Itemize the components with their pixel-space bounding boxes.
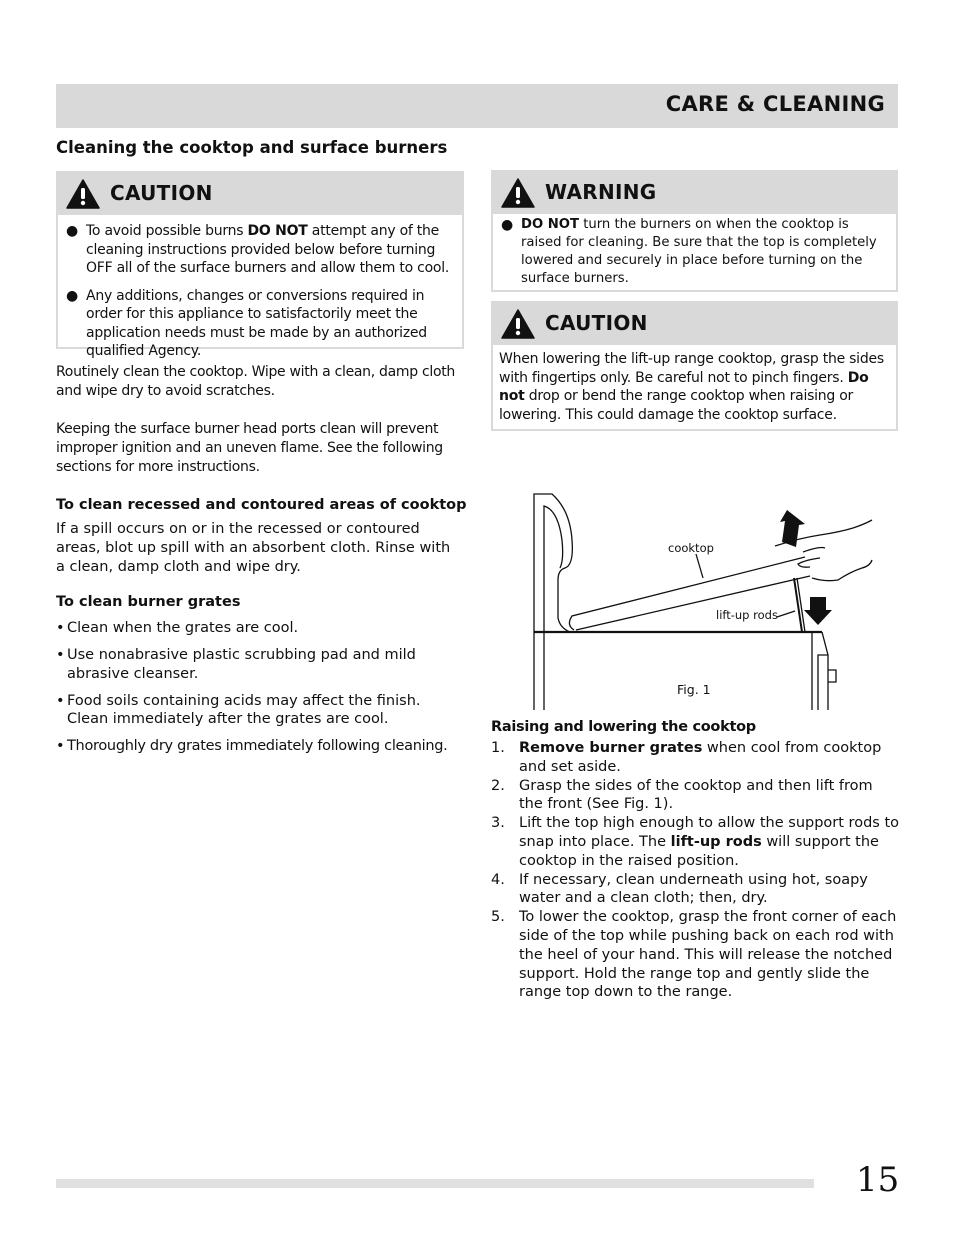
caution-header <box>58 173 462 215</box>
list-item: • Clean when the grates are cool. <box>56 620 299 636</box>
cooktop-callout: cooktop <box>668 541 714 555</box>
list-item: • Thoroughly dry grates immediately following cleaning. <box>56 738 448 754</box>
caution-bullet: ● To avoid possible burns DO NOT attempt any of the cleaning instructions provided below before turning OFF all of the surface burners and allow them to cool. <box>66 223 450 276</box>
list-item: • Use nonabrasive plastic scrubbing pad and mild abrasive cleanser. <box>56 647 416 682</box>
ports-paragraph: Keeping the surface burner head ports clean will prevent improper ignition and an uneven flame. See the following sections for more instructions. <box>56 421 443 475</box>
step-item: 3. Lift the top high enough to allow the support rods to snap into place. The lift-up rods will support the cooktop in the raised position. <box>491 815 899 869</box>
step-item: 2. Grasp the sides of the cooktop and then lift from the front (See Fig. 1). <box>491 777 873 813</box>
recessed-paragraph: If a spill occurs on or in the recessed or contoured areas, blot up spill with an absorbent cloth. Rinse with a clean, damp cloth and wipe dry. <box>56 521 451 575</box>
caution-label: CAUTION <box>110 181 213 205</box>
raising-steps-list <box>491 739 901 1002</box>
bullet-dot-icon: ● <box>501 217 514 233</box>
footer-bar <box>56 1179 814 1188</box>
step-item: 1. Remove burner grates when cool from cooktop and set aside. <box>491 740 882 775</box>
cooktop-diagram-illustration <box>520 480 890 710</box>
lift-up-rods-callout: lift-up rods <box>716 608 778 622</box>
caution-label: CAUTION <box>545 311 648 335</box>
bullet-dot-icon: • <box>56 620 65 636</box>
step-item: 5. To lower the cooktop, grasp the front corner of each side of the top while pushing back on each rod with the heel of your hand. This will release the notched support. Hold the range top and gently slide the range top down to the range. <box>491 909 897 1001</box>
caution-text: When lowering the lift-up range cooktop, grasp the sides with fingertips only. Be careful not to pinch fingers. Do not drop or bend the range cooktop when raising or lowering. This could damage the cooktop surface. <box>499 351 884 423</box>
list-item: • Food soils containing acids may affect the finish. Clean immediately after the grates are cool. <box>56 692 421 727</box>
step-item: 4. If necessary, clean underneath using hot, soapy water and a clean cloth; then, dry. <box>491 871 868 907</box>
figure-cooktop-lift <box>520 480 890 710</box>
bullet-dot-icon: ● <box>66 223 78 239</box>
caution-header <box>493 303 896 345</box>
caution-box-left <box>56 171 464 359</box>
warning-triangle-icon <box>501 309 535 339</box>
bullet-dot-icon: • <box>56 738 65 754</box>
header-bar <box>56 84 898 128</box>
page-section-title: CARE & CLEANING <box>665 92 885 116</box>
raising-heading: Raising and lowering the cooktop <box>491 719 756 735</box>
warning-label: WARNING <box>545 180 657 204</box>
warning-triangle-icon <box>66 179 100 209</box>
bullet-dot-icon: • <box>56 647 65 663</box>
bullet-dot-icon: • <box>56 692 65 709</box>
caution-box-right <box>491 301 898 431</box>
warning-box <box>491 170 898 292</box>
grates-list <box>56 619 461 764</box>
figure-caption: Fig. 1 <box>677 682 711 697</box>
warning-triangle-icon <box>501 178 535 208</box>
recessed-heading: To clean recessed and contoured areas of cooktop <box>56 497 467 513</box>
warning-header <box>493 172 896 214</box>
warning-bullet: ● DO NOT turn the burners on when the cooktop is raised for cleaning. Be sure that the top is completely lowered and securely in place before turning on the surface burners. <box>501 217 877 286</box>
bullet-dot-icon: ● <box>66 287 78 304</box>
grates-heading: To clean burner grates <box>56 594 241 610</box>
page-number: 15 <box>856 1160 900 1200</box>
caution-bullet: ● Any additions, changes or conversions required in order for this appliance to satisfactorily meet the application needs must be made by an authorized qualified Agency. <box>66 287 427 359</box>
section-title: Cleaning the cooktop and surface burners <box>56 138 448 157</box>
routine-paragraph: Routinely clean the cooktop. Wipe with a clean, damp cloth and wipe dry to avoid scratches. <box>56 364 455 399</box>
